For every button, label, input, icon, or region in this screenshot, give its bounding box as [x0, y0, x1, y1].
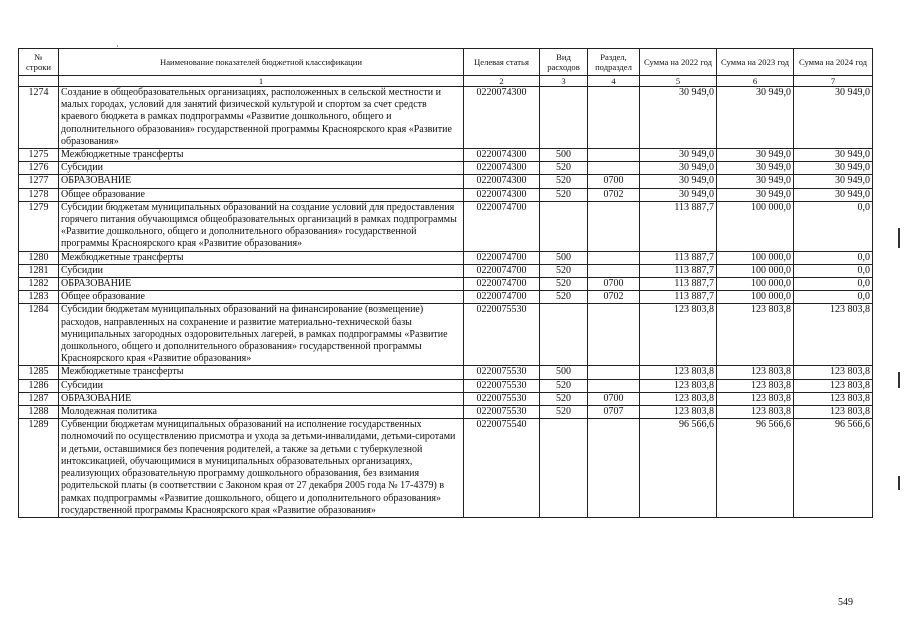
cell-sum-2024: 123 803,8 — [794, 304, 873, 366]
cell-row-no: 1286 — [19, 379, 59, 392]
cell-expense-type — [540, 201, 588, 251]
cell-sum-2023: 123 803,8 — [717, 406, 794, 419]
cell-row-no: 1287 — [19, 392, 59, 405]
cell-row-no: 1274 — [19, 87, 59, 149]
cell-row-no: 1282 — [19, 278, 59, 291]
cell-sum-2024: 30 949,0 — [794, 149, 873, 162]
scan-edge-mark — [898, 476, 900, 490]
cell-target-article: 0220074700 — [464, 278, 540, 291]
table-row — [19, 392, 873, 405]
cell-expense-type: 520 — [540, 291, 588, 304]
cell-row-no: 1280 — [19, 251, 59, 264]
cell-sum-2023: 100 000,0 — [717, 291, 794, 304]
table-row — [19, 379, 873, 392]
budget-table — [18, 48, 873, 518]
cell-section: 0702 — [588, 188, 640, 201]
cell-expense-type: 500 — [540, 251, 588, 264]
header-section: Раздел, подраздел — [588, 49, 640, 76]
cell-sum-2024: 96 566,6 — [794, 419, 873, 518]
cell-section: 0700 — [588, 175, 640, 188]
cell-target-article: 0220074700 — [464, 251, 540, 264]
header-sum-2023: Сумма на 2023 год — [717, 49, 794, 76]
cell-expense-type: 520 — [540, 379, 588, 392]
scan-edge-mark — [898, 228, 900, 248]
cell-section — [588, 264, 640, 277]
cell-sum-2022: 30 949,0 — [640, 188, 717, 201]
cell-target-article: 0220074300 — [464, 162, 540, 175]
cell-row-no: 1276 — [19, 162, 59, 175]
cell-sum-2022: 123 803,8 — [640, 366, 717, 379]
cell-row-no: 1288 — [19, 406, 59, 419]
column-number: 7 — [794, 76, 873, 87]
table-row — [19, 291, 873, 304]
cell-sum-2023: 30 949,0 — [717, 149, 794, 162]
header-target-article: Целевая статья — [464, 49, 540, 76]
cell-section — [588, 379, 640, 392]
cell-target-article: 0220074300 — [464, 149, 540, 162]
table-row — [19, 304, 873, 366]
cell-row-no: 1285 — [19, 366, 59, 379]
cell-sum-2024: 123 803,8 — [794, 392, 873, 405]
cell-section — [588, 201, 640, 251]
cell-sum-2022: 30 949,0 — [640, 87, 717, 149]
table-row — [19, 162, 873, 175]
cell-row-no: 1284 — [19, 304, 59, 366]
cell-sum-2023: 30 949,0 — [717, 188, 794, 201]
cell-name: Субвенции бюджетам муниципальных образований на исполнение государственных полномочий по осуществлению присмотра и ухода за детьми-инвалидами, детьми-сиротами и детьми, оставшимися без попечения родителей, а также за детьми с туберкулезной интоксикацией, обучающимися в муниципальных образовательных организациях, реализующих образовательную программу дошкольного образования, без взимания родительской платы (в соответствии с Законом края от 27 декабря 2005 года № 17-4379) в рамках подпрограммы «Развитие дошкольного, общего и дополнительного образования» государственной программы Красноярского края «Развитие образования» — [59, 419, 464, 518]
column-number: 5 — [640, 76, 717, 87]
cell-expense-type: 520 — [540, 278, 588, 291]
cell-sum-2022: 123 803,8 — [640, 304, 717, 366]
cell-sum-2022: 30 949,0 — [640, 162, 717, 175]
cell-name: Субсидии бюджетам муниципальных образований на финансирование (возмещение) расходов, направленных на сохранение и развитие материально-технической базы муниципальных загородных оздоровительных лагерей, в рамках подпрограммы «Развитие дошкольного, общего и дополнительного образования» государственной программы Красноярского края «Развитие образования» — [59, 304, 464, 366]
cell-expense-type: 520 — [540, 392, 588, 405]
column-number: 1 — [59, 76, 464, 87]
cell-section — [588, 149, 640, 162]
cell-expense-type — [540, 419, 588, 518]
cell-sum-2024: 30 949,0 — [794, 162, 873, 175]
scan-edge-mark — [898, 372, 900, 388]
cell-section — [588, 419, 640, 518]
column-number: 3 — [540, 76, 588, 87]
table-row — [19, 188, 873, 201]
table-row — [19, 149, 873, 162]
cell-target-article: 0220075530 — [464, 304, 540, 366]
cell-sum-2022: 113 887,7 — [640, 291, 717, 304]
cell-section — [588, 162, 640, 175]
cell-name: Субсидии бюджетам муниципальных образований на создание условий для предоставления горячего питания обучающимся общеобразовательных организаций в рамках подпрограммы «Развитие дошкольного, общего и дополнительного образования» государственной программы Красноярского края «Развитие образования» — [59, 201, 464, 251]
page-number: 549 — [838, 597, 853, 608]
cell-target-article: 0220074300 — [464, 175, 540, 188]
cell-name: Общее образование — [59, 291, 464, 304]
cell-sum-2024: 123 803,8 — [794, 406, 873, 419]
table-header-row — [19, 49, 873, 76]
cell-target-article: 0220075540 — [464, 419, 540, 518]
cell-row-no: 1275 — [19, 149, 59, 162]
cell-sum-2022: 30 949,0 — [640, 175, 717, 188]
cell-sum-2022: 123 803,8 — [640, 406, 717, 419]
cell-target-article: 0220074700 — [464, 291, 540, 304]
cell-section: 0700 — [588, 392, 640, 405]
cell-name: Субсидии — [59, 264, 464, 277]
column-number — [19, 76, 59, 87]
cell-section — [588, 87, 640, 149]
cell-target-article: 0220075530 — [464, 392, 540, 405]
cell-name: Субсидии — [59, 162, 464, 175]
cell-expense-type: 520 — [540, 188, 588, 201]
cell-section — [588, 366, 640, 379]
cell-sum-2024: 30 949,0 — [794, 188, 873, 201]
cell-section: 0700 — [588, 278, 640, 291]
cell-sum-2022: 113 887,7 — [640, 251, 717, 264]
header-sum-2022: Сумма на 2022 год — [640, 49, 717, 76]
cell-sum-2022: 113 887,7 — [640, 201, 717, 251]
cell-sum-2024: 0,0 — [794, 251, 873, 264]
cell-sum-2022: 123 803,8 — [640, 392, 717, 405]
cell-sum-2023: 96 566,6 — [717, 419, 794, 518]
cell-target-article: 0220074700 — [464, 201, 540, 251]
table-row — [19, 175, 873, 188]
cell-sum-2024: 0,0 — [794, 264, 873, 277]
cell-row-no: 1279 — [19, 201, 59, 251]
cell-name: Межбюджетные трансферты — [59, 251, 464, 264]
cell-name: ОБРАЗОВАНИЕ — [59, 278, 464, 291]
cell-target-article: 0220075530 — [464, 406, 540, 419]
header-sum-2024: Сумма на 2024 год — [794, 49, 873, 76]
cell-sum-2022: 30 949,0 — [640, 149, 717, 162]
scan-artifact-dot: · — [116, 41, 119, 51]
cell-sum-2023: 100 000,0 — [717, 278, 794, 291]
cell-name: Межбюджетные трансферты — [59, 366, 464, 379]
cell-target-article: 0220074300 — [464, 87, 540, 149]
cell-sum-2023: 123 803,8 — [717, 392, 794, 405]
cell-target-article: 0220075530 — [464, 366, 540, 379]
cell-sum-2024: 0,0 — [794, 201, 873, 251]
cell-row-no: 1289 — [19, 419, 59, 518]
cell-row-no: 1277 — [19, 175, 59, 188]
table-row — [19, 406, 873, 419]
column-number: 6 — [717, 76, 794, 87]
cell-expense-type: 520 — [540, 406, 588, 419]
cell-expense-type — [540, 87, 588, 149]
cell-sum-2024: 0,0 — [794, 291, 873, 304]
cell-section: 0707 — [588, 406, 640, 419]
cell-sum-2023: 30 949,0 — [717, 162, 794, 175]
column-number-row — [19, 76, 873, 87]
header-expense-type: Вид расходов — [540, 49, 588, 76]
cell-expense-type: 500 — [540, 149, 588, 162]
cell-target-article: 0220075530 — [464, 379, 540, 392]
cell-sum-2023: 123 803,8 — [717, 379, 794, 392]
table-row — [19, 201, 873, 251]
cell-name: ОБРАЗОВАНИЕ — [59, 175, 464, 188]
table-row — [19, 419, 873, 518]
cell-sum-2024: 30 949,0 — [794, 175, 873, 188]
cell-name: Субсидии — [59, 379, 464, 392]
cell-sum-2023: 100 000,0 — [717, 251, 794, 264]
cell-sum-2022: 123 803,8 — [640, 379, 717, 392]
cell-name: Межбюджетные трансферты — [59, 149, 464, 162]
cell-sum-2022: 96 566,6 — [640, 419, 717, 518]
column-number: 2 — [464, 76, 540, 87]
cell-name: Общее образование — [59, 188, 464, 201]
cell-row-no: 1278 — [19, 188, 59, 201]
cell-expense-type: 520 — [540, 264, 588, 277]
cell-name: ОБРАЗОВАНИЕ — [59, 392, 464, 405]
cell-row-no: 1281 — [19, 264, 59, 277]
header-row-no: № строки — [19, 49, 59, 76]
cell-target-article: 0220074300 — [464, 188, 540, 201]
cell-sum-2024: 123 803,8 — [794, 366, 873, 379]
cell-expense-type: 520 — [540, 175, 588, 188]
cell-expense-type: 500 — [540, 366, 588, 379]
cell-name: Молодежная политика — [59, 406, 464, 419]
cell-sum-2023: 123 803,8 — [717, 304, 794, 366]
table-row — [19, 366, 873, 379]
cell-sum-2023: 123 803,8 — [717, 366, 794, 379]
cell-section — [588, 251, 640, 264]
cell-sum-2023: 100 000,0 — [717, 264, 794, 277]
cell-section: 0702 — [588, 291, 640, 304]
cell-expense-type — [540, 304, 588, 366]
table-row — [19, 87, 873, 149]
cell-sum-2024: 0,0 — [794, 278, 873, 291]
table-row — [19, 264, 873, 277]
cell-sum-2022: 113 887,7 — [640, 264, 717, 277]
cell-sum-2024: 30 949,0 — [794, 87, 873, 149]
cell-expense-type: 520 — [540, 162, 588, 175]
cell-target-article: 0220074700 — [464, 264, 540, 277]
table-row — [19, 278, 873, 291]
column-number: 4 — [588, 76, 640, 87]
cell-section — [588, 304, 640, 366]
cell-row-no: 1283 — [19, 291, 59, 304]
cell-name: Создание в общеобразовательных организациях, расположенных в сельской местности и малых городах, условий для занятий физической культурой и спортом за счет средств краевого бюджета в рамках подпрограммы «Развитие дошкольного, общего и дополнительного образования» государственной программы Красноярского края «Развитие образования» — [59, 87, 464, 149]
cell-sum-2023: 100 000,0 — [717, 201, 794, 251]
cell-sum-2023: 30 949,0 — [717, 87, 794, 149]
table-row — [19, 251, 873, 264]
header-name: Наименование показателей бюджетной классификации — [59, 49, 464, 76]
cell-sum-2022: 113 887,7 — [640, 278, 717, 291]
cell-sum-2024: 123 803,8 — [794, 379, 873, 392]
table-body — [19, 87, 873, 518]
cell-sum-2023: 30 949,0 — [717, 175, 794, 188]
